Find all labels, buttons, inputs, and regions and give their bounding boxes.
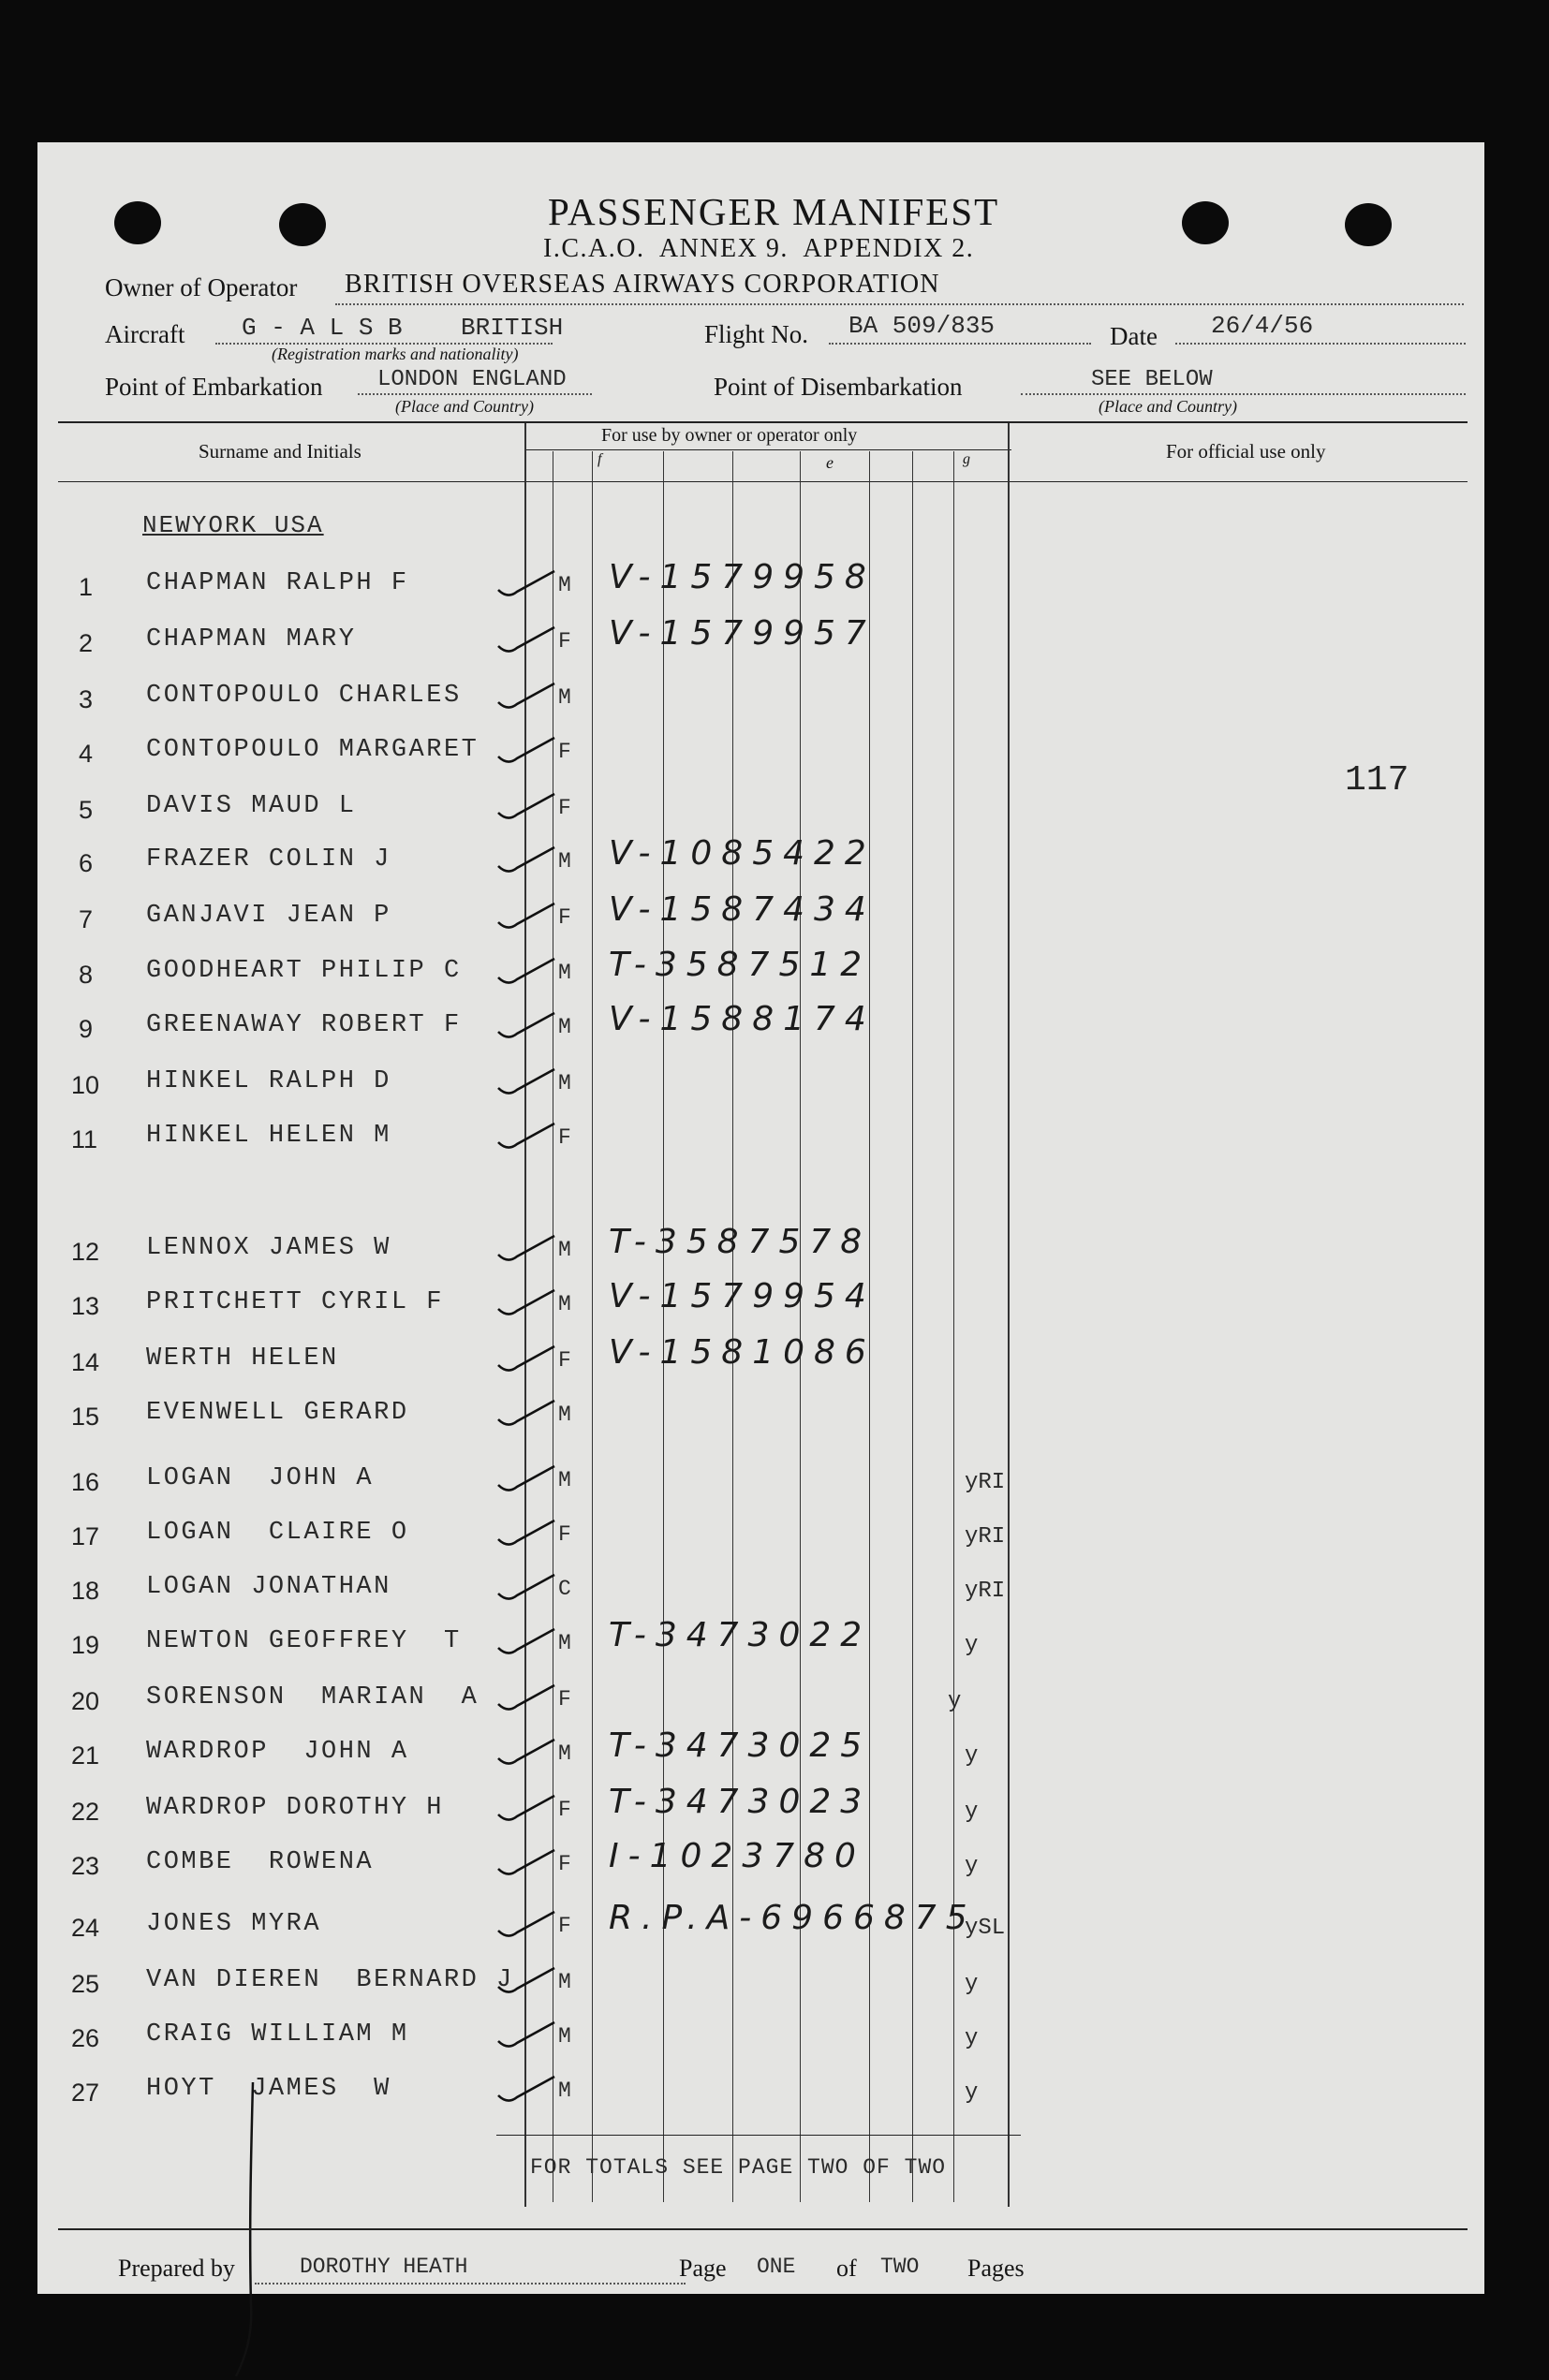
sex-code: M	[558, 685, 571, 710]
passenger-name: HINKEL HELEN M	[146, 1122, 391, 1150]
pages-label: Pages	[967, 2255, 1025, 2282]
sex-code: F	[558, 1798, 571, 1822]
passenger-row	[37, 790, 1480, 828]
row-number: 17	[71, 1522, 100, 1550]
status-code: y	[948, 1689, 962, 1714]
check-mark-icon	[493, 1391, 558, 1438]
col-surname-header: Surname and Initials	[199, 440, 361, 463]
passenger-name: CONTOPOULO MARGARET	[146, 736, 479, 764]
handwritten-reference: T-3473023	[609, 1783, 872, 1821]
sex-code: F	[558, 1348, 571, 1373]
handwritten-reference: T-3473022	[609, 1616, 872, 1654]
passenger-name: LOGAN JOHN A	[146, 1464, 375, 1492]
pen-stroke-mark	[225, 2080, 281, 2380]
status-code: y	[965, 2026, 979, 2051]
disembarkation-label: Point of Disembarkation	[714, 373, 963, 401]
sex-code: M	[558, 1741, 571, 1766]
date-label: Date	[1110, 322, 1158, 350]
check-mark-icon	[493, 1841, 558, 1888]
row-number: 2	[79, 629, 94, 657]
passenger-row	[37, 1682, 1480, 1719]
check-mark-icon	[493, 894, 558, 941]
passenger-row	[37, 614, 1480, 661]
handwritten-reference: V-1588174	[609, 1000, 876, 1038]
sex-code: M	[558, 2079, 571, 2103]
passenger-name: CONTOPOULO CHARLES	[146, 682, 462, 710]
sex-code: M	[558, 1238, 571, 1262]
check-mark-icon	[493, 949, 558, 996]
passenger-name: COMBE ROWENA	[146, 1848, 375, 1876]
passenger-name: GOODHEART PHILIP C	[146, 957, 462, 985]
manifest-sheet	[37, 142, 1484, 2294]
passenger-name: LOGAN CLAIRE O	[146, 1519, 409, 1547]
status-code: y	[965, 1800, 979, 1825]
passenger-row	[37, 680, 1480, 717]
handwritten-reference: R.P.A-6966875	[609, 1899, 977, 1937]
flight-value: BA 509/835	[848, 312, 996, 340]
passenger-row	[37, 1783, 1480, 1829]
aircraft-sub: (Registration marks and nationality)	[272, 345, 519, 363]
sex-code: M	[558, 2024, 571, 2049]
of-value: TWO	[880, 2255, 920, 2279]
check-mark-icon	[493, 674, 558, 721]
row-number: 10	[71, 1071, 100, 1099]
handwritten-reference: V-1579954	[609, 1277, 876, 1315]
passenger-row	[37, 1462, 1480, 1500]
sex-code: F	[558, 905, 571, 930]
sex-code: M	[558, 961, 571, 985]
check-mark-icon	[493, 1337, 558, 1384]
check-mark-icon	[493, 562, 558, 609]
handwritten-reference: V-1581086	[609, 1333, 876, 1372]
row-number: 25	[71, 1970, 100, 1998]
row-number: 12	[71, 1238, 100, 1266]
sex-code: M	[558, 849, 571, 874]
page-label: Page	[679, 2255, 727, 2282]
check-mark-icon	[493, 1457, 558, 1504]
sex-code: F	[558, 629, 571, 654]
aircraft-label: Aircraft	[105, 320, 185, 348]
check-mark-icon	[493, 1114, 558, 1161]
passenger-name: HINKEL RALPH D	[146, 1067, 391, 1095]
check-mark-icon	[493, 1227, 558, 1273]
row-number: 1	[79, 573, 94, 601]
passenger-name: EVENWELL GERARD	[146, 1399, 409, 1427]
passenger-name: VAN DIEREN BERNARD J	[146, 1966, 514, 1994]
status-code: y	[965, 1972, 979, 1997]
passenger-row	[37, 1000, 1480, 1047]
row-number: 16	[71, 1468, 100, 1496]
check-mark-icon	[493, 1620, 558, 1667]
row-number: 21	[71, 1741, 100, 1770]
row-number: 14	[71, 1348, 100, 1376]
handwritten-reference: V-1579957	[609, 614, 876, 653]
passenger-row	[37, 1964, 1480, 2002]
check-mark-icon	[493, 618, 558, 665]
status-code: ySL	[965, 1916, 1006, 1941]
punch-hole	[1182, 201, 1229, 244]
row-number: 22	[71, 1798, 100, 1826]
passenger-row	[37, 1397, 1480, 1434]
row-number: 11	[71, 1125, 98, 1153]
page-value: ONE	[757, 2255, 796, 2279]
totals-note: FOR TOTALS SEE PAGE TWO OF TWO	[530, 2155, 947, 2180]
page-subtitle: I.C.A.O. ANNEX 9. APPENDIX 2.	[543, 234, 975, 263]
passenger-row	[37, 1517, 1480, 1554]
check-mark-icon	[493, 1730, 558, 1777]
col-official-header: For official use only	[1166, 440, 1326, 463]
embarkation-sub: (Place and Country)	[395, 397, 534, 416]
sex-code: M	[558, 1970, 571, 1994]
aircraft-value: G - A L S B BRITISH	[242, 314, 564, 342]
passenger-name: CRAIG WILLIAM M	[146, 2020, 409, 2049]
sex-code: M	[558, 573, 571, 597]
col-owner-use-header: For use by owner or operator only	[601, 425, 858, 446]
check-mark-icon	[493, 1903, 558, 1949]
passenger-row	[37, 1616, 1480, 1663]
passenger-row	[37, 734, 1480, 771]
handwritten-reference: T-3473025	[609, 1726, 872, 1765]
col-letter-e: e	[826, 453, 834, 472]
passenger-name: NEWTON GEOFFREY T	[146, 1627, 462, 1655]
passenger-row	[37, 1120, 1480, 1157]
handwritten-reference: I-1023780	[609, 1837, 865, 1875]
sex-code: M	[558, 1468, 571, 1492]
embarkation-value: LONDON ENGLAND	[377, 367, 567, 392]
passenger-name: GANJAVI JEAN P	[146, 902, 391, 930]
status-code: yRI	[965, 1579, 1006, 1604]
row-number: 8	[79, 961, 94, 989]
check-mark-icon	[493, 2067, 558, 2114]
row-number: 18	[71, 1577, 100, 1605]
passenger-row	[37, 2019, 1480, 2056]
passenger-row	[37, 1333, 1480, 1380]
handwritten-reference: V-1579958	[609, 558, 876, 596]
check-mark-icon	[493, 1060, 558, 1107]
passenger-name: LOGAN JONATHAN	[146, 1573, 391, 1601]
col-letter-f: f	[597, 451, 602, 467]
row-number: 4	[79, 740, 94, 768]
check-mark-icon	[493, 2013, 558, 2060]
row-number: 20	[71, 1687, 100, 1715]
disembarkation-sub: (Place and Country)	[1099, 397, 1237, 416]
sex-code: F	[558, 740, 571, 764]
punch-hole	[1345, 203, 1392, 246]
row-number: 19	[71, 1631, 100, 1659]
check-mark-icon	[493, 728, 558, 775]
handwritten-reference: V-1587434	[609, 890, 876, 929]
check-mark-icon	[493, 1511, 558, 1558]
sex-code: C	[558, 1577, 571, 1601]
row-number: 13	[71, 1292, 100, 1320]
handwritten-reference: T-3587512	[609, 946, 872, 984]
passenger-name: WARDROP JOHN A	[146, 1738, 409, 1766]
row-number: 24	[71, 1914, 100, 1942]
handwritten-reference: T-3587578	[609, 1223, 872, 1261]
check-mark-icon	[493, 1676, 558, 1723]
sex-code: M	[558, 1631, 571, 1655]
passenger-name: GREENAWAY ROBERT F	[146, 1011, 462, 1039]
passenger-row	[37, 1223, 1480, 1270]
check-mark-icon	[493, 1281, 558, 1328]
passenger-row	[37, 834, 1480, 881]
passenger-row	[37, 946, 1480, 992]
row-number: 15	[71, 1403, 100, 1431]
check-mark-icon	[493, 785, 558, 831]
sex-code: M	[558, 1403, 571, 1427]
passenger-row	[37, 1899, 1480, 1946]
sex-code: F	[558, 1687, 571, 1712]
passenger-name: WARDROP DOROTHY H	[146, 1794, 444, 1822]
passenger-name: SORENSON MARIAN A	[146, 1683, 479, 1712]
disembarkation-value: SEE BELOW	[1091, 367, 1213, 392]
passenger-name: DAVIS MAUD L	[146, 792, 357, 820]
prepared-value: DOROTHY HEATH	[300, 2255, 468, 2279]
punch-hole	[114, 201, 161, 244]
page-title: PASSENGER MANIFEST	[548, 190, 1000, 233]
passenger-row	[37, 558, 1480, 605]
passenger-row	[37, 1571, 1480, 1609]
row-number: 23	[71, 1852, 100, 1880]
sex-code: F	[558, 1125, 571, 1150]
sex-code: F	[558, 796, 571, 820]
row-number: 9	[79, 1015, 94, 1043]
sex-code: F	[558, 1522, 571, 1547]
check-mark-icon	[493, 1959, 558, 2005]
row-number: 7	[79, 905, 94, 933]
punch-hole	[279, 203, 326, 246]
passenger-row	[37, 1837, 1480, 1884]
sex-code: M	[558, 1071, 571, 1095]
passenger-row	[37, 1726, 1480, 1773]
of-label: of	[836, 2255, 857, 2282]
sex-code: F	[558, 1914, 571, 1938]
passenger-row	[37, 1065, 1480, 1103]
status-code: y	[965, 2080, 979, 2106]
check-mark-icon	[493, 1004, 558, 1050]
check-mark-icon	[493, 838, 558, 885]
status-code: y	[965, 1743, 979, 1769]
passenger-name: JONES MYRA	[146, 1910, 322, 1938]
passenger-name: CHAPMAN MARY	[146, 625, 357, 654]
status-code: yRI	[965, 1524, 1006, 1550]
official-number: 117	[1345, 760, 1409, 801]
passenger-name: LENNOX JAMES W	[146, 1234, 391, 1262]
row-number: 27	[71, 2079, 100, 2107]
flight-label: Flight No.	[704, 320, 809, 348]
row-number: 26	[71, 2024, 100, 2052]
col-letter-g: g	[963, 451, 970, 467]
owner-label: Owner of Operator	[105, 273, 298, 301]
status-code: yRI	[965, 1470, 1006, 1495]
row-number: 6	[79, 849, 94, 877]
sex-code: M	[558, 1292, 571, 1316]
sex-code: M	[558, 1015, 571, 1039]
sex-code: F	[558, 1852, 571, 1876]
prepared-label: Prepared by	[118, 2255, 235, 2282]
owner-value: BRITISH OVERSEAS AIRWAYS CORPORATION	[345, 270, 940, 299]
row-number: 5	[79, 796, 94, 824]
passenger-name: FRAZER COLIN J	[146, 845, 391, 874]
passenger-name: WERTH HELEN	[146, 1344, 339, 1373]
embarkation-label: Point of Embarkation	[105, 373, 323, 401]
passenger-row	[37, 1277, 1480, 1324]
passenger-name: PRITCHETT CYRIL F	[146, 1288, 444, 1316]
status-code: y	[965, 1633, 979, 1658]
passenger-name: CHAPMAN RALPH F	[146, 569, 409, 597]
status-code: y	[965, 1854, 979, 1879]
row-number: 3	[79, 685, 94, 713]
check-mark-icon	[493, 1565, 558, 1612]
passenger-name: HOYT JAMES W	[146, 2075, 391, 2103]
destination-heading: NEWYORK USA	[142, 511, 324, 539]
date-value: 26/4/56	[1211, 312, 1314, 340]
check-mark-icon	[493, 1786, 558, 1833]
passenger-row	[37, 890, 1480, 937]
handwritten-reference: V-1085422	[609, 834, 876, 873]
